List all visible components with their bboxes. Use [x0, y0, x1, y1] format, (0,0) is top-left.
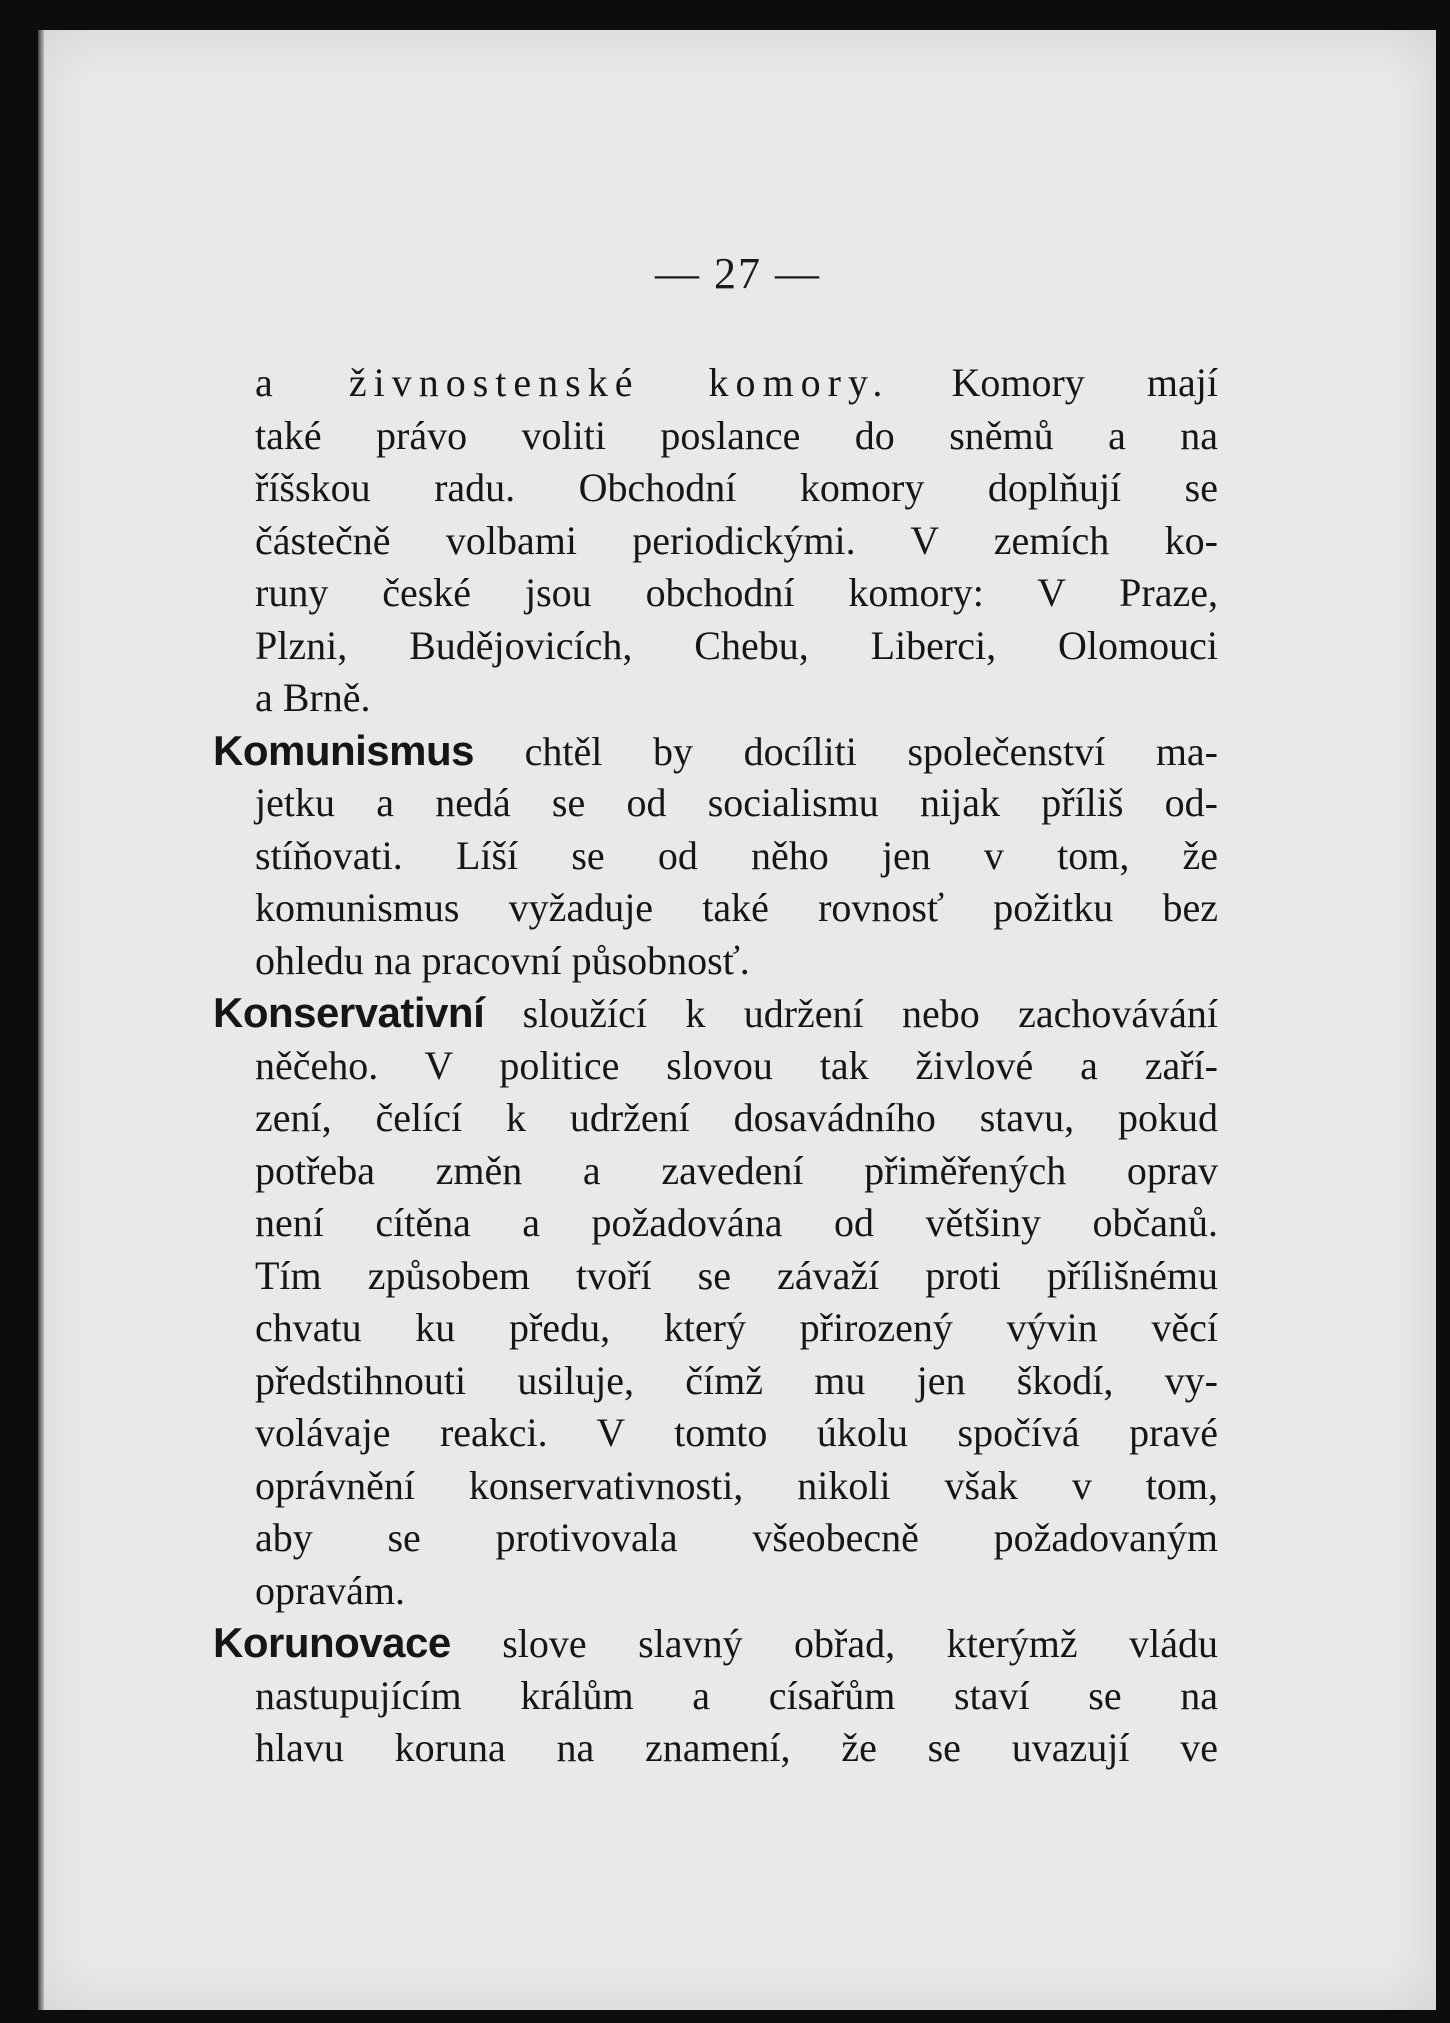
text-line: zení, čelící k udržení dosavádního stavu, pokud — [255, 1095, 1218, 1140]
text-line: potřeba změn a zavedení přiměřených oprav — [255, 1147, 1218, 1193]
text-fragment: slove slavný obřad, kterýmž vládu — [502, 1621, 1218, 1666]
text-line: částečně volbami periodickými. V zemích ko- — [255, 517, 1218, 563]
text-line: jetku a nedá se od socialismu nijak příliš od- — [255, 780, 1218, 825]
text-fragment: chtěl by docíliti společenství ma- — [524, 728, 1219, 774]
text-line: nastupujícím králům a císařům staví se na — [255, 1672, 1218, 1718]
entry-korunovace — [213, 1617, 1218, 1670]
text-line — [213, 357, 1218, 410]
text-line: a Brně. — [255, 675, 371, 720]
text-line: chvatu ku předu, který přirozený vývin věcí — [255, 1305, 1218, 1350]
entry-konservativni — [213, 987, 1218, 1040]
entry-term: Korunovace — [213, 1619, 451, 1666]
text-line: předstihnouti usiluje, čímž mu jen škodí, vy- — [255, 1357, 1218, 1403]
text-line: volávaje reakci. V tomto úkolu spočívá pravé — [255, 1410, 1218, 1455]
entry-term: Komunismus — [213, 726, 475, 774]
entry-term: Konservativní — [213, 989, 485, 1036]
text-line: ohledu na pracovní působnosť. — [255, 937, 750, 983]
text-line: aby se protivovala všeobecně požadovaným — [255, 1515, 1218, 1560]
text-line: komunismus vyžaduje také rovnosť požitku bez — [255, 885, 1218, 930]
text-line: runy české jsou obchodní komory: V Praze, — [255, 570, 1218, 615]
text-line: něčeho. V politice slovou tak živlové a zaří- — [255, 1042, 1218, 1088]
page-number: — 27 — — [655, 249, 821, 298]
text-line: Plzni, Budějovicích, Chebu, Liberci, Olomouci — [255, 622, 1218, 668]
text-line: také právo voliti poslance do sněmů a na — [255, 412, 1218, 458]
spaced-text: a živnostenské komory. — [255, 360, 890, 405]
text-line: hlavu koruna na znamení, že se uvazují ve — [255, 1725, 1218, 1770]
text-line: říšskou radu. Obchodní komory doplňují se — [255, 465, 1218, 510]
text-line: Tím způsobem tvoří se závaží proti přílišnému — [255, 1252, 1218, 1298]
text-line: stíňovati. Líší se od něho jen v tom, že — [255, 832, 1218, 878]
text-fragment: sloužící k udržení nebo zachovávání — [522, 991, 1219, 1036]
entry-komunismus — [213, 725, 1218, 778]
book-page — [38, 30, 1436, 2010]
text-line: opravám. — [255, 1567, 405, 1613]
page-body — [213, 357, 1218, 1775]
text-line: není cítěna a požadována od většiny občanů. — [255, 1200, 1218, 1245]
page-spine-shadow — [38, 30, 44, 2010]
text-fragment: Komory mají — [951, 360, 1218, 405]
text-line: oprávnění konservativnosti, nikoli však v tom, — [255, 1462, 1218, 1508]
